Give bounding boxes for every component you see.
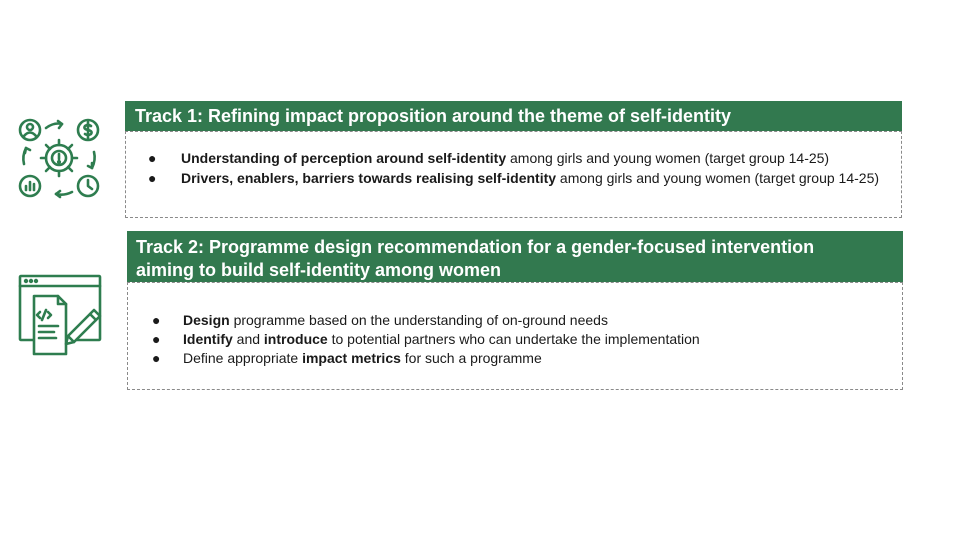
bullet-bold-text: impact metrics	[302, 350, 401, 366]
track2-title-line1: Track 2: Programme design recommendation for a gender-focused intervention	[136, 237, 815, 257]
bullet-bold-text: Identify	[183, 331, 233, 347]
bullet-bold-text: Understanding of perception around self-identity	[181, 150, 507, 166]
track1-bullet-list	[146, 148, 881, 188]
bullet-text: to potential partners who can undertake the implementation	[327, 331, 700, 347]
list-item	[150, 349, 882, 368]
gear-cycle-icon	[16, 116, 102, 202]
bullet-text: Define appropriate	[183, 350, 303, 366]
bullet-text: for such a programme	[400, 350, 542, 366]
code-document-pencil-icon	[18, 272, 104, 358]
bullet-bold-text: Drivers, enablers, barriers towards realising self-identity	[181, 170, 557, 186]
bullet-icon: ●	[148, 150, 157, 166]
track1-content-box	[125, 131, 902, 218]
bullet-text: among girls and young women (target group 14-25)	[506, 150, 830, 166]
track2-bullet-list	[150, 311, 882, 368]
bullet-icon: ●	[148, 170, 157, 186]
bullet-text: programme based on the understanding of on-ground needs	[229, 312, 608, 328]
list-item	[150, 330, 882, 349]
bullet-icon: ●	[152, 331, 161, 347]
track1-title: Track 1: Refining impact proposition around the theme of self-identity	[135, 106, 732, 126]
bullet-bold-text: introduce	[263, 331, 328, 347]
bullet-icon: ●	[152, 312, 161, 328]
list-item	[150, 311, 882, 330]
bullet-icon: ●	[152, 350, 161, 366]
bullet-bold-text: Design	[183, 312, 230, 328]
list-item	[146, 148, 881, 168]
list-item	[146, 168, 881, 188]
track2-content-box	[127, 282, 903, 390]
track2-header	[127, 231, 903, 282]
bullet-text: among girls and young women (target group 14-25)	[556, 170, 880, 186]
track1-header	[125, 101, 902, 131]
track2-title-line2: aiming to build self-identity among women	[136, 260, 502, 280]
bullet-text: and	[232, 331, 264, 347]
